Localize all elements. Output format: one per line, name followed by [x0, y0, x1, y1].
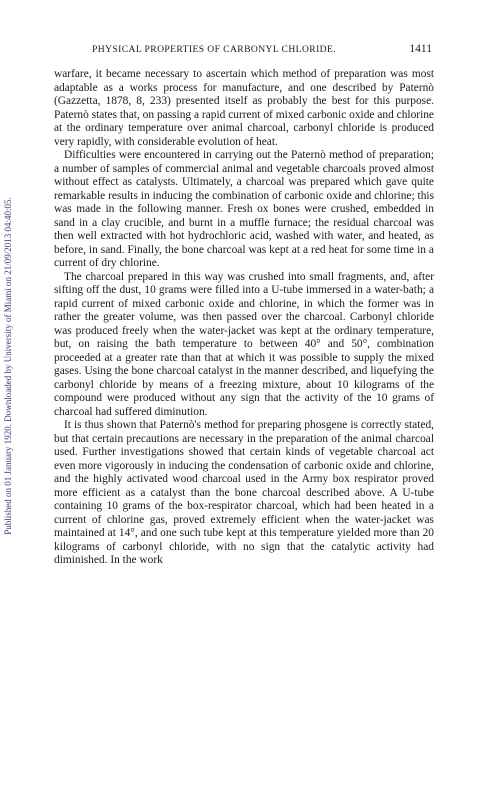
- page-number: 1411: [409, 43, 432, 55]
- paragraph-3: The charcoal prepared in this way was crushed into small fragments, and, after sifting off the dust, 10 grams were filled into a U-tube immersed in a water-bath; a rapid current of mixed carbonic oxide and chlorine, in which the former was in rather the greater volume, was then passed over the charcoal. Carbonyl chloride was produced freely when the water-jacket was kept at the ordinary temperature, but, on raising the bath temperature to between 40° and 50°, combination proceeded at a greater rate than that at which it was possible to supply the mixed gases. Using the bone charcoal catalyst in the manner described, and liquefying the carbonyl chloride by means of a freezing mixture, about 10 kilograms of the compound were produced without any sign that the activity of the 10 grams of charcoal had suffered diminution.: [54, 270, 434, 418]
- running-title: PHYSICAL PROPERTIES OF CARBONYL CHLORIDE.: [92, 44, 337, 55]
- paragraph-4: It is thus shown that Paternò's method for preparing phosgene is correctly stated, but that certain precautions are necessary in the preparation of the animal charcoal used. Further investigations showed that certain kinds of vegetable charcoal act even more vigorously in inducing the condensation of carbonic oxide and chlorine, and the highly activated wood charcoal used in the Army box respirator proved more efficient as a catalyst than the bone charcoal described above. A U-tube containing 10 grams of the box-respirator charcoal, which had been heated in a current of chlorine gas, proved extremely efficient when the water-jacket was maintained at 14°, and one such tube kept at this temperature yielded more than 20 kilograms of carbonyl chloride, with no sign that the catalytic activity had diminished. In the work: [54, 419, 434, 566]
- paragraph-2: Difficulties were encountered in carrying out the Paternò method of preparation; a number of samples of commercial animal and vegetable charcoals proved almost without effect as catalysts. Ultimately, a charcoal was prepared which gave quite remarkable results in inducing the combination of carbonic oxide and chlorine; this was made in the following manner. Fresh ox bones were crushed, embedded in sand in a clay crucible, and burnt in a muffle furnace; the residual charcoal was then well extracted with hot hydrochloric acid, washed with water, and heated, as before, in sand. Finally, the bone charcoal was kept at a red heat for some time in a current of dry chlorine.: [54, 149, 434, 269]
- download-watermark: [2, 86, 14, 646]
- watermark-text: Published on 01 January 1920. Downloaded by University of Miami on 21/09/2013 04:40:05.: [3, 197, 13, 535]
- article-body: [54, 68, 434, 568]
- paragraph-1: warfare, it became necessary to ascertain which method of preparation was most adaptable as a works process for manufacture, and one described by Paternò (Gazzetta, 1878, 8, 233) presented itself as probably the best for this purpose. Paternò states that, on passing a rapid current of mixed carbonic oxide and chlorine at the ordinary temperature over animal charcoal, carbonyl chloride is produced very rapidly, with considerable evolution of heat.: [54, 68, 434, 148]
